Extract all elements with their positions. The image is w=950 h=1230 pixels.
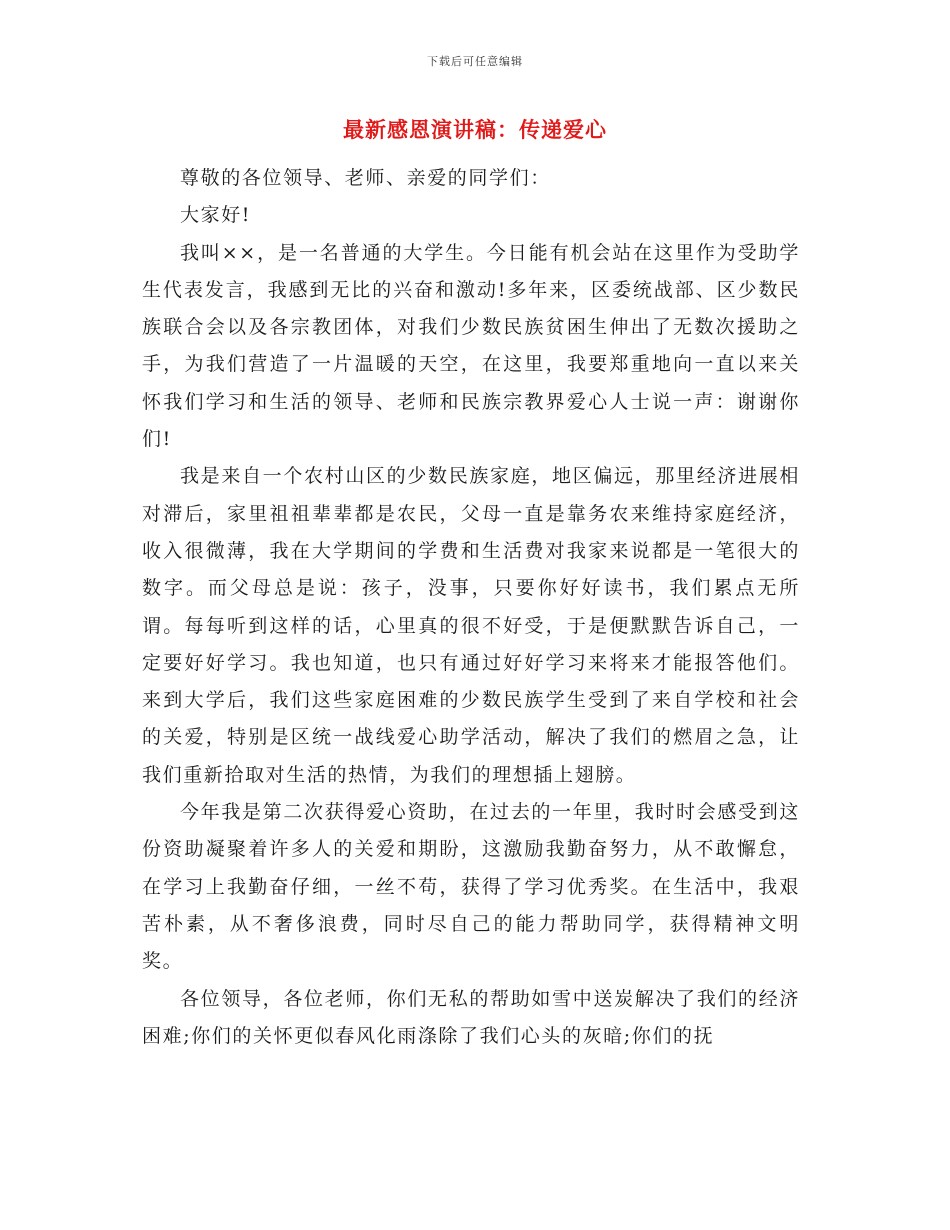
document-title: 最新感恩演讲稿：传递爱心 — [343, 117, 607, 142]
page-header: 下载后可任意编辑 — [427, 55, 523, 68]
body-paragraph: 今年我是第二次获得爱心资助，在过去的一年里，我时时会感受到这份资助凝聚着许多人的关爱和期盼，这激励我勤奋努力，从不敢懈怠，在学习上我勤奋仔细，一丝不苟，获得了学习优秀奖。在生活中，我艰苦朴素，从不奢侈浪费，同时尽自己的能力帮助同学，获得精神文明奖。 — [142, 801, 800, 973]
salutation-paragraph: 尊敬的各位领导、老师、亲爱的同学们： — [180, 167, 551, 189]
body-paragraph: 我是来自一个农村山区的少数民族家庭，地区偏远，那里经济进展相对滞后，家里祖祖辈辈都是农民，父母一直是靠务农来维持家庭经济，收入很微薄，我在大学期间的学费和生活费对我家来说都是一笔很大的数字。而父母总是说：孩子，没事，只要你好好读书，我们累点无所谓。每每听到这样的话，心里真的很不好受，于是便默默告诉自己，一定要好好学习。我也知道，也只有通过好好学习来将来才能报答他们。来到大学后，我们这些家庭困难的少数民族学生受到了来自学校和社会的关爱，特别是区统一战线爱心助学活动，解决了我们的燃眉之急，让我们重新拾取对生活的热情，为我们的理想插上翅膀。 — [142, 465, 800, 786]
body-paragraph: 各位领导，各位老师，你们无私的帮助如雪中送炭解决了我们的经济困难;你们的关怀更似春风化雨涤除了我们心头的灰暗;你们的抚 — [142, 987, 800, 1047]
document-body — [142, 160, 800, 1055]
body-paragraph: 我叫××，是一名普通的大学生。今日能有机会站在这里作为受助学生代表发言，我感到无比的兴奋和激动!多年来，区委统战部、区少数民族联合会以及各宗教团体，对我们少数民族贫困生伸出了无数次援助之手，为我们营造了一片温暖的天空，在这里，我要郑重地向一直以来关怀我们学习和生活的领导、老师和民族宗教界爱心人士说一声：谢谢你们! — [142, 241, 800, 451]
greeting-paragraph: 大家好! — [180, 204, 252, 227]
